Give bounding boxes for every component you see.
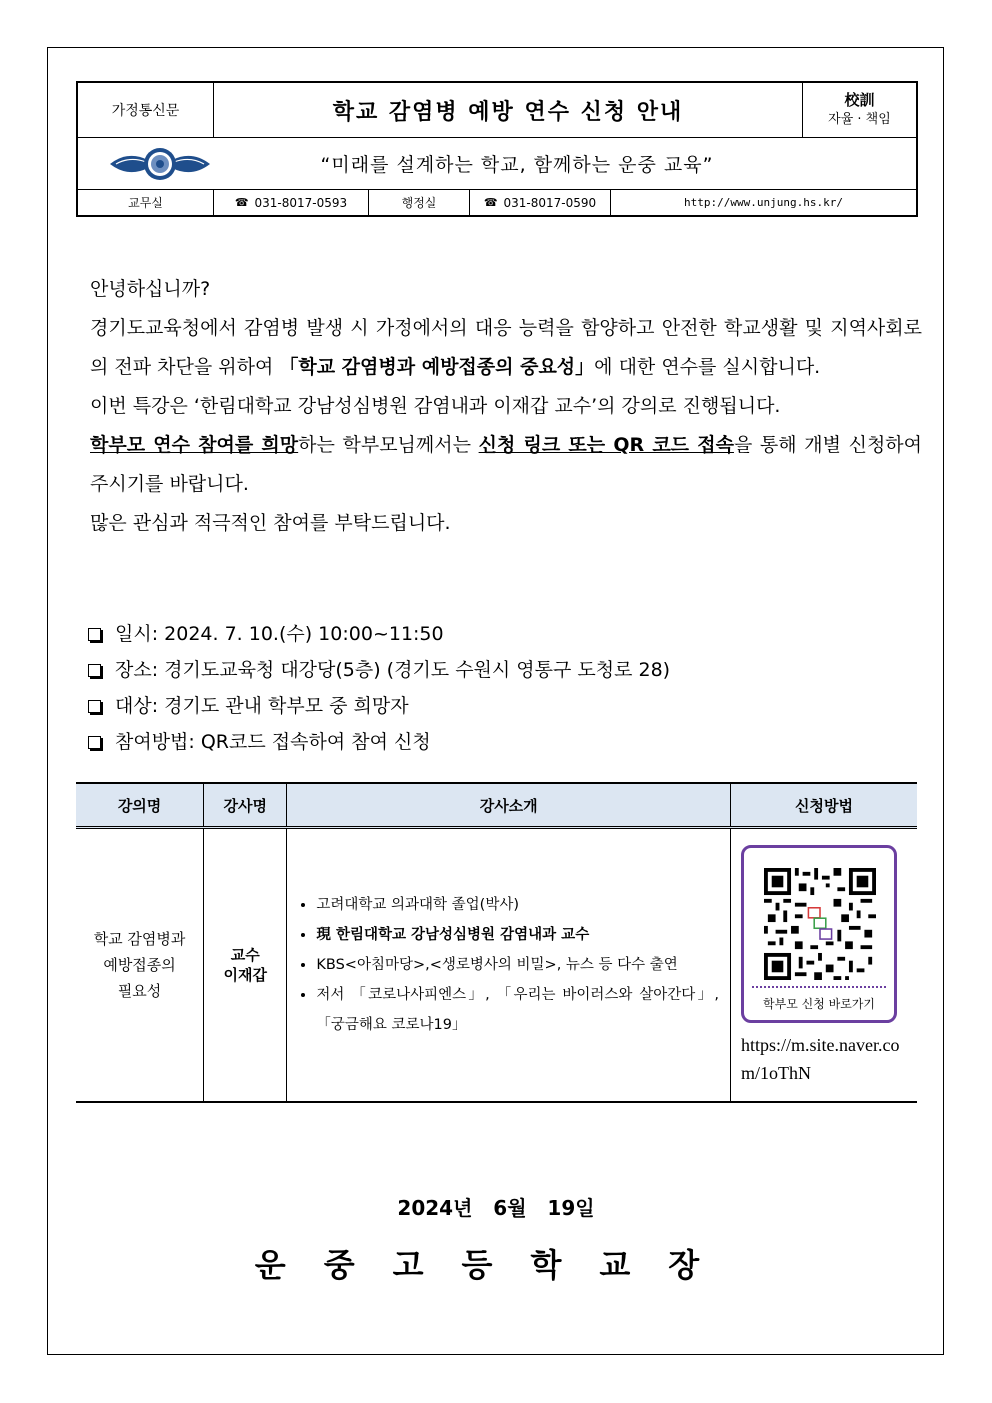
phone-icon: ☎ — [483, 196, 498, 209]
instructor-intro — [287, 828, 731, 1102]
instructor: 교수 이재갑 — [204, 828, 287, 1102]
emphasis-participation: 학부모 연수 참여를 희망 — [90, 434, 299, 456]
detail-item: 대상: 경기도 관내 학부모 중 희망자 — [88, 688, 670, 724]
motto-value: 자율 · 책임 — [828, 112, 891, 127]
event-details — [88, 616, 670, 760]
issue-date: 2024년 6월 19일 — [397, 1196, 595, 1220]
intro-item: • 저서 「코로나사피엔스」, 「우리는 바이러스와 살아간다」, 「궁금해요 코로나19」 — [316, 980, 719, 1040]
col-header-apply: 신청방법 — [731, 783, 918, 828]
phone-2 — [470, 190, 611, 215]
paragraph-1: 경기도교육청에서 감염병 발생 시 가정에서의 대응 능력을 함양하고 안전한 학교생활 및 지역사회로의 전파 차단을 위하여 「학교 감염병과 예방접종의 중요성」에 대한 연수를 실시합니다. — [90, 317, 922, 378]
detail-item: 장소: 경기도교육청 대강당(5층) (경기도 수원시 영통구 도청로 28) — [88, 652, 670, 688]
signer: 운중고등학교장 — [254, 1246, 738, 1284]
paragraph-2: 이번 특강은 ‘한림대학교 강남성심병원 감염내과 이재갑 교수’의 강의로 진행됩니다. — [90, 395, 781, 417]
intro-item: • 고려대학교 의과대학 졸업(박사) — [316, 890, 719, 920]
intro-item: • KBS<아침마당>,<생로병사의 비밀>, 뉴스 등 다수 출연 — [316, 950, 719, 980]
school-url[interactable]: http://www.unjung.hs.kr/ — [684, 196, 843, 209]
col-header-instructor: 강사명 — [204, 783, 287, 828]
detail-item: 참여방법: QR코드 접속하여 참여 신청 — [88, 724, 670, 760]
lecture-topic: 「학교 감염병과 예방접종의 중요성」 — [279, 356, 595, 378]
phone-1 — [214, 190, 369, 215]
letterhead — [76, 81, 918, 217]
doc-title: 학교 감염병 예방 연수 신청 안내 — [214, 83, 803, 137]
phone-number-2: 031-8017-0590 — [503, 195, 597, 210]
office-label-2: 행정실 — [369, 190, 470, 215]
school-emblem-icon — [108, 146, 212, 182]
emphasis-link: 신청 링크 또는 QR 코드 접속 — [478, 434, 734, 456]
phone-icon: ☎ — [234, 196, 249, 209]
lecture-table — [76, 782, 917, 1103]
phone-number-1: 031-8017-0593 — [254, 195, 348, 210]
col-header-lecture: 강의명 — [76, 783, 204, 828]
intro-item: • 現 한림대학교 강남성심병원 감염내과 교수 — [316, 920, 719, 950]
school-motto — [803, 83, 916, 137]
qr-caption: 학부모 신청 바로가기 — [763, 996, 875, 1011]
lecture-name: 학교 감염병과 예방접종의 필요성 — [76, 828, 204, 1102]
qr-code-icon[interactable] — [764, 868, 876, 980]
apply-method — [731, 828, 918, 1102]
greeting: 안녕하십니까? — [90, 278, 211, 300]
paragraph-3: 학부모 연수 참여를 희망하는 학부모님께서는 신청 링크 또는 QR 코드 접속을 통해 개별 신청하여 주시기를 바랍니다. — [90, 434, 923, 495]
doc-type: 가정통신문 — [78, 83, 214, 137]
letter-body — [70, 270, 922, 543]
qr-divider — [752, 986, 886, 988]
checkbox-bullet-icon — [88, 736, 101, 749]
motto-label: 校訓 — [844, 91, 875, 109]
school-slogan: “미래를 설계하는 학교, 함께하는 운중 교육” — [320, 154, 714, 176]
office-label-1: 교무실 — [78, 190, 214, 215]
qr-card[interactable] — [741, 845, 897, 1023]
application-link[interactable]: https://m.site.naver.com/1oThN — [741, 1034, 900, 1083]
checkbox-bullet-icon — [88, 700, 101, 713]
col-header-intro: 강사소개 — [287, 783, 731, 828]
checkbox-bullet-icon — [88, 664, 101, 677]
checkbox-bullet-icon — [88, 628, 101, 641]
paragraph-4: 많은 관심과 적극적인 참여를 부탁드립니다. — [90, 512, 451, 534]
detail-item: 일시: 2024. 7. 10.(수) 10:00~11:50 — [88, 616, 670, 652]
